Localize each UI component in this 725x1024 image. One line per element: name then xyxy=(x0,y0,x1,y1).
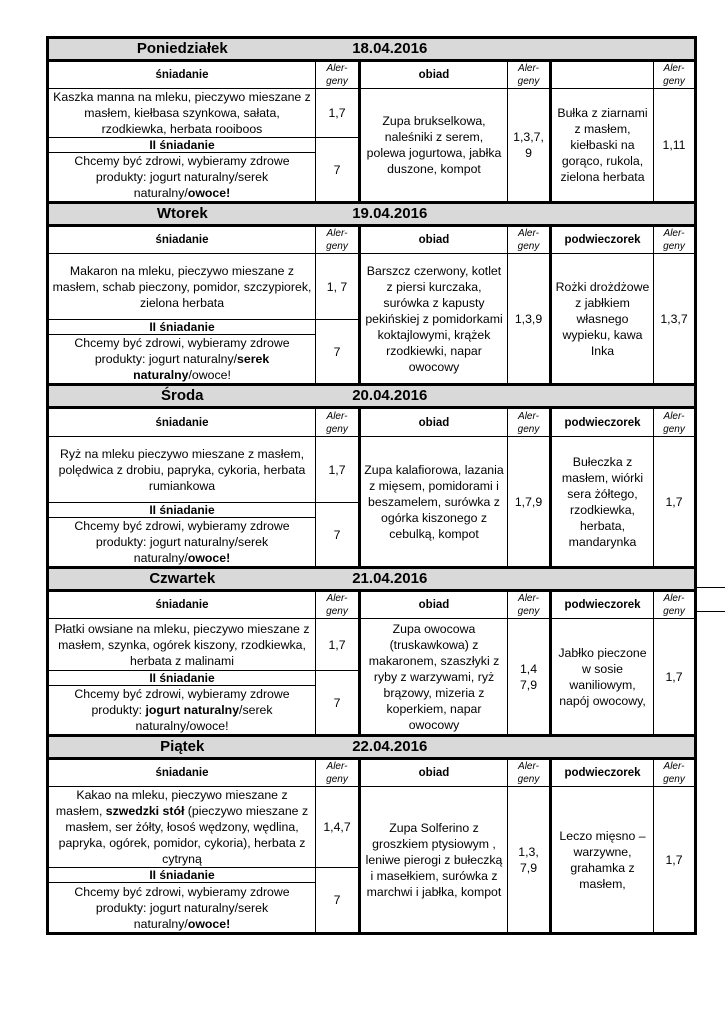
second-breakfast-label: II śniadanie xyxy=(48,503,316,518)
second-breakfast-text: Chcemy być zdrowi, wybieramy zdrowe produkty: jogurt naturalny/ xyxy=(74,336,290,366)
breakfast-header: śniadanie xyxy=(48,408,316,437)
column-header-row xyxy=(48,61,696,89)
second-breakfast-highlight: owoce! xyxy=(187,916,231,931)
second-breakfast-label: II śniadanie xyxy=(48,138,316,153)
snack-header: podwieczorek xyxy=(551,759,654,787)
second-breakfast-text: Chcemy być zdrowi, wybieramy zdrowe produkty: jogurt naturalny/serek naturalny/ xyxy=(74,519,290,565)
breakfast-text: Kakao na mleku, pieczywo mieszane z masłem, xyxy=(55,788,288,818)
snack-menu: Bułka z ziarnami z masłem, kiełbaski na gorąco, rukola, zielona herbata xyxy=(551,89,654,203)
day-header-row xyxy=(48,38,696,61)
allergens-header: Aler- geny xyxy=(316,759,360,787)
second-breakfast-menu xyxy=(48,335,316,385)
snack-header: podwieczorek xyxy=(551,408,654,437)
second-breakfast-allergens: 7 xyxy=(316,320,360,385)
breakfast-allergens: 1,4,7 xyxy=(316,787,360,868)
day-name: Wtorek xyxy=(48,203,316,226)
allergens-header: Aler- geny xyxy=(654,408,696,437)
lunch-allergens: 1,3, 7,9 xyxy=(508,787,551,934)
lunch-menu: Zupa Solferino z groszkiem ptysiowym , leniwe pierogi z bułeczką i masełkiem, surówka z marchwi i jabłka, kompot xyxy=(360,787,508,934)
second-breakfast-text: Chcemy być zdrowi, wybieramy zdrowe produkty: jogurt naturalny/serek naturalny/ xyxy=(74,154,290,200)
allergens-header: Aler- geny xyxy=(316,61,360,89)
margin-line xyxy=(694,611,725,612)
lunch-header: obiad xyxy=(360,61,508,89)
snack-menu: Leczo mięsno – warzywne, grahamka z masłem, xyxy=(551,787,654,934)
second-breakfast-allergens: 7 xyxy=(316,138,360,203)
second-breakfast-highlight: owoce! xyxy=(187,186,231,200)
allergens-header: Aler- geny xyxy=(316,591,360,619)
day-date: 19.04.2016 xyxy=(316,203,696,226)
breakfast-row xyxy=(48,437,696,503)
day-header-row xyxy=(48,568,696,591)
snack-header xyxy=(551,61,654,89)
second-breakfast-menu xyxy=(48,686,316,736)
breakfast-text: (pieczywo mieszane z masłem, ser żółty, łosoś wędzony, wędlina, papryka, ogórek, pomidor, cykoria), herbata z cytryną xyxy=(58,804,309,866)
second-breakfast-allergens: 7 xyxy=(316,671,360,736)
lunch-header: obiad xyxy=(360,591,508,619)
breakfast-allergens: 1, 7 xyxy=(316,254,360,320)
column-header-row xyxy=(48,759,696,787)
allergens-header: Aler- geny xyxy=(654,226,696,254)
breakfast-menu: Płatki owsiane na mleku, pieczywo mieszane z masłem, szynka, ogórek kiszony, rzodkiewka, herbata z malinami xyxy=(48,619,316,671)
second-breakfast-menu xyxy=(48,518,316,568)
breakfast-allergens: 1,7 xyxy=(316,89,360,138)
lunch-menu: Zupa brukselkowa, naleśniki z serem, polewa jogurtowa, jabłka duszone, kompot xyxy=(360,89,508,203)
allergens-header: Aler- geny xyxy=(508,759,551,787)
breakfast-menu: Kaszka manna na mleku, pieczywo mieszane z masłem, kiełbasa szynkowa, sałata, rzodkiewka, herbata rooiboos xyxy=(48,89,316,138)
second-breakfast-highlight: owoce! xyxy=(187,551,231,565)
column-header-row xyxy=(48,408,696,437)
weekly-menu-table xyxy=(46,36,697,935)
second-breakfast-label: II śniadanie xyxy=(48,671,316,686)
breakfast-row xyxy=(48,787,696,868)
snack-menu: Jabłko pieczone w sosie waniliowym, napój owocowy, xyxy=(551,619,654,736)
day-name: Poniedziałek xyxy=(48,38,316,61)
margin-line xyxy=(694,587,725,588)
allergens-header: Aler- geny xyxy=(508,61,551,89)
breakfast-menu: Ryż na mleku pieczywo mieszane z masłem, polędwica z drobiu, papryka, cykoria, herbata rumiankowa xyxy=(48,437,316,503)
day-header-row xyxy=(48,736,696,759)
lunch-menu: Zupa kalafiorowa, lazania z mięsem, pomidorami i beszamelem, surówka z ogórka kiszonego z cebulką, kompot xyxy=(360,437,508,568)
breakfast-row xyxy=(48,89,696,138)
snack-menu: Rożki drożdżowe z jabłkiem własnego wypieku, kawa Inka xyxy=(551,254,654,385)
second-breakfast-highlight: jogurt naturalny xyxy=(145,703,240,717)
day-date: 18.04.2016 xyxy=(316,38,696,61)
lunch-header: obiad xyxy=(360,408,508,437)
column-header-row xyxy=(48,591,696,619)
second-breakfast-allergens: 7 xyxy=(316,503,360,568)
allergens-header: Aler- geny xyxy=(508,226,551,254)
breakfast-header: śniadanie xyxy=(48,61,316,89)
day-name: Piątek xyxy=(48,736,316,759)
snack-header: podwieczorek xyxy=(551,226,654,254)
second-breakfast-menu xyxy=(48,153,316,203)
lunch-allergens: 1,4 7,9 xyxy=(508,619,551,736)
second-breakfast-highlight: serek naturalny xyxy=(133,352,270,382)
breakfast-allergens: 1,7 xyxy=(316,619,360,671)
breakfast-menu: Makaron na mleku, pieczywo mieszane z masłem, schab pieczony, pomidor, szczypiorek, zielona herbata xyxy=(48,254,316,320)
allergens-header: Aler- geny xyxy=(654,591,696,619)
lunch-menu: Barszcz czerwony, kotlet z piersi kurczaka, surówka z kapusty pekińskiej z pomidorkami koktajlowymi, krążek rzodkiewki, napar owocowy xyxy=(360,254,508,385)
day-name: Środa xyxy=(48,385,316,408)
column-header-row xyxy=(48,226,696,254)
day-date: 22.04.2016 xyxy=(316,736,696,759)
second-breakfast-text: /serek naturalny/owoce! xyxy=(135,703,273,733)
second-breakfast-menu xyxy=(48,883,316,934)
lunch-allergens: 1,7,9 xyxy=(508,437,551,568)
day-name: Czwartek xyxy=(48,568,316,591)
lunch-header: obiad xyxy=(360,226,508,254)
breakfast-header: śniadanie xyxy=(48,591,316,619)
breakfast-highlight: szwedzki stół xyxy=(105,804,185,818)
second-breakfast-allergens: 7 xyxy=(316,868,360,934)
allergens-header: Aler- geny xyxy=(508,408,551,437)
second-breakfast-label: II śniadanie xyxy=(48,320,316,335)
second-breakfast-text: Chcemy być zdrowi, wybieramy zdrowe produkty: jogurt naturalny/serek naturalny/ xyxy=(74,884,290,931)
breakfast-header: śniadanie xyxy=(48,759,316,787)
allergens-header: Aler- geny xyxy=(654,759,696,787)
breakfast-menu xyxy=(48,787,316,868)
snack-allergens: 1,3,7 xyxy=(654,254,696,385)
allergens-header: Aler- geny xyxy=(316,226,360,254)
second-breakfast-text: Chcemy być zdrowi, wybieramy zdrowe produkty: xyxy=(74,687,290,717)
snack-allergens: 1,7 xyxy=(654,787,696,934)
breakfast-row xyxy=(48,254,696,320)
lunch-header: obiad xyxy=(360,759,508,787)
breakfast-row xyxy=(48,619,696,671)
second-breakfast-text: /owoce! xyxy=(188,368,231,382)
snack-allergens: 1,7 xyxy=(654,619,696,736)
allergens-header: Aler- geny xyxy=(508,591,551,619)
snack-header: podwieczorek xyxy=(551,591,654,619)
day-date: 21.04.2016 xyxy=(316,568,696,591)
lunch-menu: Zupa owocowa (truskawkowa) z makaronem, szaszłyki z ryby z warzywami, ryż brązowy, mizeria z koperkiem, napar owocowy xyxy=(360,619,508,736)
allergens-header: Aler- geny xyxy=(316,408,360,437)
second-breakfast-label: II śniadanie xyxy=(48,868,316,883)
snack-allergens: 1,7 xyxy=(654,437,696,568)
allergens-header: Aler- geny xyxy=(654,61,696,89)
lunch-allergens: 1,3,7, 9 xyxy=(508,89,551,203)
breakfast-allergens: 1,7 xyxy=(316,437,360,503)
lunch-allergens: 1,3,9 xyxy=(508,254,551,385)
breakfast-header: śniadanie xyxy=(48,226,316,254)
day-header-row xyxy=(48,203,696,226)
snack-allergens: 1,11 xyxy=(654,89,696,203)
day-date: 20.04.2016 xyxy=(316,385,696,408)
snack-menu: Bułeczka z masłem, wiórki sera żółtego, rzodkiewka, herbata, mandarynka xyxy=(551,437,654,568)
day-header-row xyxy=(48,385,696,408)
